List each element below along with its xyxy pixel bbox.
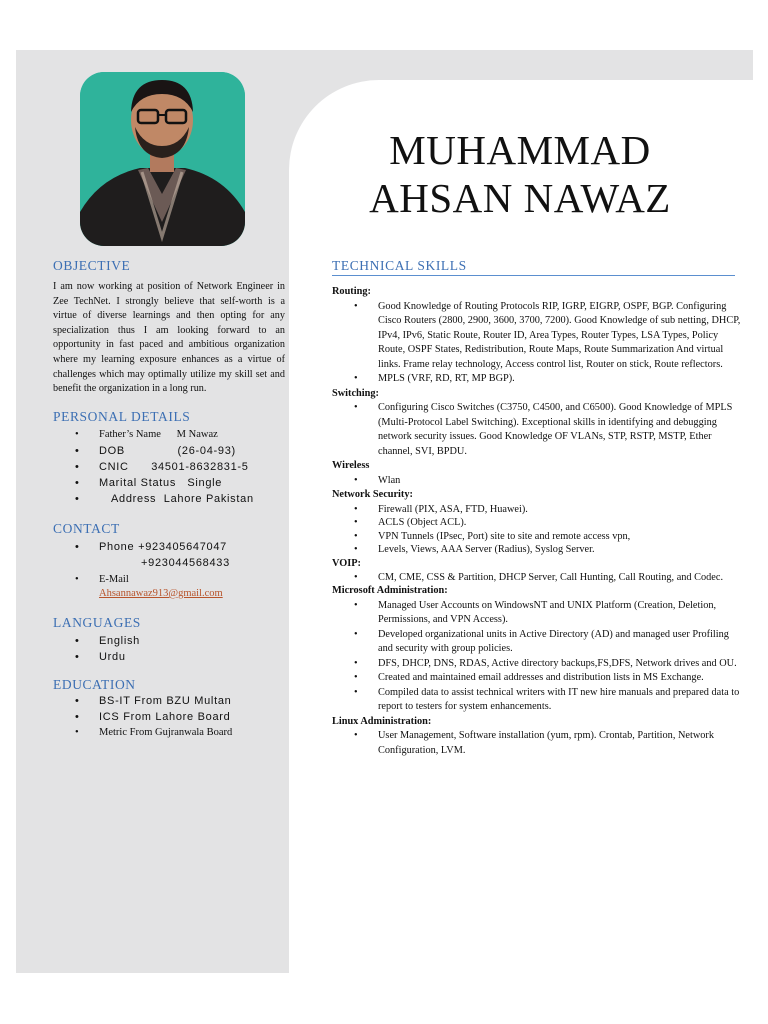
skill-category-title: Microsoft Administration: [332,585,448,596]
skill-item: • Configuring Cisco Switches (C3750, C4500, and C6500). Good Knowledge of MPLS (Multi-Protocol Label Switching). Exceptional skills in identifying and debugging network security issues. Good Knowledge OF VLANs, STP, RSTP, MSTP, Ether channel, SVI, BPDU. [332,401,742,459]
objective-text: I am now working at position of Network Engineer in Zee TechNet. I strongly believe that self-worth is a virtue of diverse learnings and then opting for any specialization thus I am looking forward to an opportunity in fast paced and ambitious organization where my learning exposure enhances as a virtue of challenges which may optimally utilize my skill set and benefit the organization in a long run. [53,281,285,395]
list-item: • English [53,633,285,649]
skill-category-title: Switching: [332,387,379,399]
skill-item: • ACLS (Object ACL). [332,516,742,530]
skill-list [332,571,742,584]
languages-list [53,633,285,665]
list-item: • BS-IT From BZU Multan [53,693,285,709]
email-label: E-Mail [99,573,129,585]
sidebar [53,258,285,741]
list-item: • Father’s Name M Nawaz [53,427,285,443]
skill-item: • User Management, Software installation (yum, rpm). Crontab, Partition, Network Configuration, LVM. [332,729,742,758]
skill-category-title: Routing: [332,286,371,297]
contact-phone [53,539,285,571]
skill-item: • DFS, DHCP, DNS, RDAS, Active directory backups,FS,DFS, Network drives and OU. [332,657,742,672]
skill-item: • Levels, Views, AAA Server (Radius), Syslog Server. [332,543,742,557]
skill-item: • Managed User Accounts on WindowsNT and UNIX Platform (Creation, Deletion, Permissions, and VPN Access). [332,599,742,628]
contact-email [53,573,285,601]
personal-details-list [53,427,285,507]
skill-item: • Wlan [332,474,742,489]
skill-list [332,599,742,715]
list-item: • Urdu [53,649,285,665]
skill-item: • CM, CME, CSS & Partition, DHCP Server, Call Hunting, Call Routing, and Codec. [332,571,742,584]
skill-list [332,729,742,758]
list-item: • Address Lahore Pakistan [53,491,285,507]
email-link[interactable]: Ahsannawaz913@gmail.com [99,587,223,599]
personal-details-title: PERSONAL DETAILS [53,408,191,424]
list-item: • CNIC 34501-8632831-5 [53,459,285,475]
skill-category-title: VOIP: [332,557,361,569]
skill-list [332,401,742,459]
name-line-2: AHSAN NAWAZ [369,175,671,221]
profile-photo [80,72,245,246]
skill-item: • Developed organizational units in Active Directory (AD) and managed user Profiling and security with group policies. [332,628,742,657]
objective-title: OBJECTIVE [53,258,131,273]
resume-name [320,126,720,222]
list-item: • Marital Status Single [53,475,285,491]
page-top-margin [0,0,768,50]
languages-title: LANGUAGES [53,614,141,630]
list-item: • Metric From Gujranwala Board [53,725,285,741]
skill-item: • Firewall (PIX, ASA, FTD, Huawei). [332,503,742,517]
list-item: • DOB (26-04-93) [53,443,285,459]
phone-primary: Phone +923405647047 [99,540,227,553]
contact-list [53,539,285,601]
contact-title: CONTACT [53,520,120,536]
skill-category-title: Network Security: [332,489,413,500]
technical-skills [332,285,742,758]
skill-category-title: Wireless [332,460,370,471]
list-item: • ICS From Lahore Board [53,709,285,725]
skill-item: • Good Knowledge of Routing Protocols RIP, IGRP, EIGRP, OSPF, BGP. Configuring Cisco Routers (2800, 2900, 3600, 3700, 7200). Good Knowledge of sub netting, DHCP, IPv4, IPv6, Static Route, Router ID, Area Types, Router Types, LSA Types, Policy Route, OSPF States, Redistribution, Route Maps, Route Summarization And virtual links. Frame relay technology, Access control list, Router on stick, Route reflectors. [332,300,742,373]
page-bottom-margin [0,973,768,1024]
technical-skills-title: TECHNICAL SKILLS [332,258,735,276]
skill-category-title: Linux Administration: [332,715,432,727]
skill-item: • Created and maintained email addresses and distribution lists in MS Exchange. [332,671,742,686]
skill-list [332,503,742,557]
phone-secondary: +923044568433 [141,556,230,569]
skill-item: • MPLS (VRF, RD, RT, MP BGP). [332,372,742,387]
education-title: EDUCATION [53,676,136,692]
skill-item: • VPN Tunnels (IPsec, Port) site to site and remote access vpn, [332,530,742,544]
skill-item: • Compiled data to assist technical writers with IT new hire manuals and prepared data to report to testers for system enhancements. [332,686,742,715]
skill-list [332,474,742,489]
skill-list [332,300,742,387]
name-line-1: MUHAMMAD [389,127,651,173]
education-list [53,693,285,741]
